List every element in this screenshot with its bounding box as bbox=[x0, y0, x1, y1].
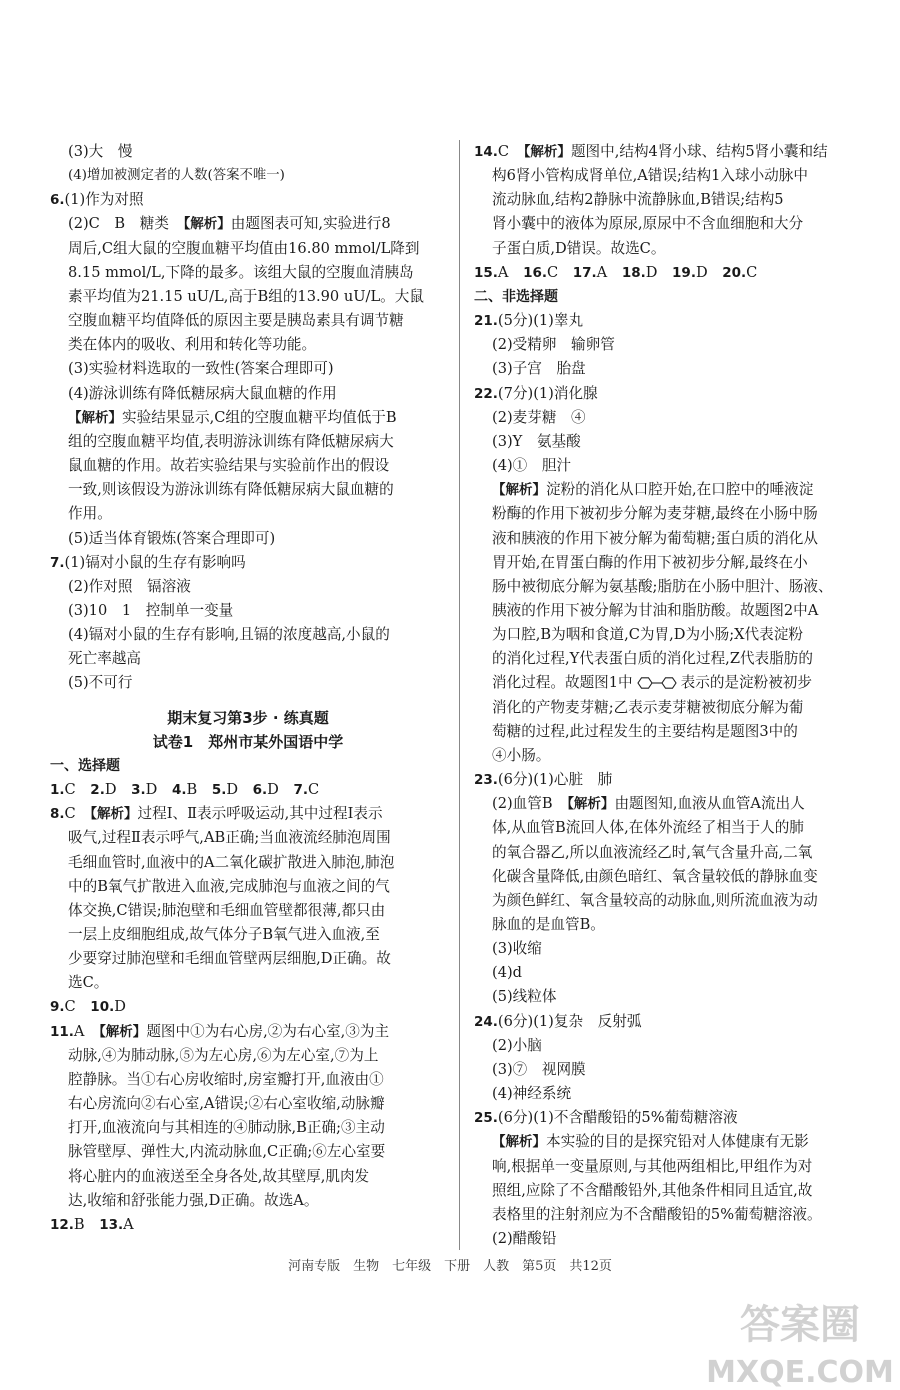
line-text: 作用。 bbox=[68, 505, 112, 523]
answer-line bbox=[474, 841, 870, 865]
answer-value: C bbox=[64, 781, 76, 799]
answer-row bbox=[50, 995, 446, 1019]
question-number: 8. bbox=[50, 806, 65, 823]
answer-row bbox=[474, 261, 870, 285]
question-number: 9. bbox=[50, 999, 65, 1016]
line-text: 死亡率越高 bbox=[68, 650, 141, 668]
line-text: (4)镉对小鼠的生存有影响,且镉的浓度越高,小鼠的 bbox=[68, 626, 390, 644]
page-footer: 河南专版 生物 七年级 下册 人教 第5页 共12页 bbox=[288, 1259, 612, 1274]
answer-line bbox=[474, 430, 870, 454]
line-text: 右心房流向②右心室,A错误;②右心室收缩,动脉瓣 bbox=[68, 1095, 385, 1113]
answer-line bbox=[474, 647, 870, 671]
line-text: 淀粉的消化从口腔开始,在口腔中的唾液淀 bbox=[546, 481, 814, 499]
line-text: (5)不可行 bbox=[68, 674, 133, 692]
answer-line bbox=[50, 478, 446, 502]
line-text: 素平均值为21.15 uU/L,高于B组的13.90 uU/L。大鼠 bbox=[68, 287, 424, 305]
line-text: 消化的产物麦芽糖;乙表示麦芽糖被彻底分解为葡 bbox=[492, 698, 804, 716]
answer-line bbox=[50, 1044, 446, 1068]
watermark-logo bbox=[700, 1290, 900, 1390]
answer-line bbox=[50, 971, 446, 995]
question-number: 19. bbox=[672, 264, 696, 281]
line-text: 8.15 mmol/L,下降的最多。该组大鼠的空腹血清胰岛 bbox=[68, 263, 414, 281]
answer-value: D bbox=[104, 781, 117, 799]
question-number: 1. bbox=[50, 782, 65, 799]
answer-line bbox=[474, 382, 870, 406]
line-text: (3)子宫 胎盘 bbox=[492, 360, 586, 378]
line-text: (2)小脑 bbox=[492, 1036, 542, 1054]
answer-line bbox=[50, 875, 446, 899]
answer-line bbox=[474, 865, 870, 889]
answer-line bbox=[50, 454, 446, 478]
question-number: 3. bbox=[131, 782, 146, 799]
line-text: (4)d bbox=[492, 964, 523, 982]
line-text: (5)适当体育锻炼(答案合理即可) bbox=[68, 529, 276, 547]
answer-line bbox=[474, 454, 870, 478]
line-text: 化碳含量降低,由颜色暗红、氧含量较低的静脉血变 bbox=[492, 867, 818, 885]
section-heading: 试卷1 郑州市某外国语中学 bbox=[152, 732, 344, 751]
answer-value: C bbox=[64, 998, 76, 1016]
question-number: 4. bbox=[171, 782, 187, 799]
answer-row bbox=[50, 778, 446, 802]
question-number: 15. bbox=[474, 264, 498, 281]
answer-line bbox=[50, 261, 446, 285]
line-text: 消化过程。故题图1中 bbox=[492, 674, 633, 692]
right-column bbox=[474, 140, 870, 1251]
line-text: (6分)(1)不含醋酸铅的5%葡萄糖溶液 bbox=[497, 1109, 738, 1127]
line-text: 由题图知,血液从血管A流出人 bbox=[614, 795, 805, 813]
answer-line bbox=[474, 478, 870, 502]
answer-line bbox=[50, 309, 446, 333]
line-text: (5分)(1)睾丸 bbox=[497, 312, 584, 330]
answer-line bbox=[474, 237, 870, 261]
line-text: 少要穿过肺泡壁和毛细血管壁两层细胞,D正确。故 bbox=[68, 950, 391, 968]
answer-line bbox=[50, 647, 446, 671]
answer-line bbox=[474, 1034, 870, 1058]
question-number: 7. bbox=[50, 554, 65, 571]
answer-line bbox=[50, 430, 446, 454]
analysis-tag: 【解析】 bbox=[90, 806, 138, 823]
answer-line bbox=[50, 285, 446, 309]
answer-value: D bbox=[114, 998, 126, 1016]
answer-value: A bbox=[596, 263, 608, 281]
answer-line bbox=[50, 551, 446, 575]
answer-line bbox=[474, 937, 870, 961]
answer-line bbox=[474, 502, 870, 526]
answer-line bbox=[50, 1116, 446, 1140]
line-text: (5)线粒体 bbox=[492, 988, 557, 1006]
answer-line bbox=[50, 802, 446, 826]
line-text: 将心脏内的血液送至全身各处,故其壁厚,肌肉发 bbox=[68, 1167, 370, 1185]
line-text: 毛细血管时,血液中的A二氧化碳扩散进入肺泡,肺泡 bbox=[68, 853, 395, 871]
answer-line bbox=[474, 961, 870, 985]
line-text: (2)醋酸铅 bbox=[492, 1230, 557, 1248]
line-text: 体,从血管B流回人体,在体外流经了相当于人的肺 bbox=[492, 819, 804, 837]
answer-line bbox=[474, 1058, 870, 1082]
question-number: 25. bbox=[474, 1110, 498, 1127]
question-number: 6. bbox=[50, 192, 65, 209]
question-number: 13. bbox=[99, 1216, 124, 1233]
question-number: 23. bbox=[474, 772, 498, 789]
line-text: 粉酶的作用下被初步分解为麦芽糖,最终在小肠中肠 bbox=[492, 505, 818, 523]
answer-line bbox=[50, 357, 446, 381]
answer-line bbox=[50, 575, 446, 599]
line-text: 子蛋白质,D错误。故选C。 bbox=[492, 239, 666, 257]
line-text: 本实验的目的是探究铅对人体健康有无影 bbox=[546, 1133, 809, 1151]
answer-line bbox=[474, 1082, 870, 1106]
answer-line bbox=[474, 889, 870, 913]
answer-line bbox=[50, 826, 446, 850]
line-text: 构6肾小管构成肾单位,A错误;结构1入球小动脉中 bbox=[492, 167, 808, 185]
question-number: 11. bbox=[50, 1023, 74, 1040]
line-text: (6分)(1)心脏 肺 bbox=[497, 771, 613, 789]
line-text: (3)实验材料选取的一致性(答案合理即可) bbox=[68, 360, 334, 378]
answer-value: A bbox=[123, 1215, 134, 1233]
question-number: 21. bbox=[474, 313, 498, 330]
line-text: 一层上皮细胞组成,故气体分子B氧气进入血液,至 bbox=[68, 926, 380, 943]
section-title: 二、非选择题 bbox=[474, 288, 558, 305]
line-text: (4)游泳训练有降低糖尿病大鼠血糖的作用 bbox=[68, 384, 337, 402]
line-text: (2)C B 糖类 bbox=[68, 215, 184, 233]
answer-line bbox=[474, 575, 870, 599]
column-divider bbox=[459, 140, 460, 1250]
question-number: 22. bbox=[474, 385, 498, 402]
line-text: 题图中,结构4肾小球、结构5肾小囊和结 bbox=[570, 143, 828, 160]
line-text: 表格里的注射剂应为不含醋酸铅的5%葡萄糖溶液。 bbox=[492, 1205, 822, 1223]
line-text: A bbox=[73, 1022, 100, 1040]
question-number: 5. bbox=[211, 782, 227, 799]
line-text: 动脉,④为肺动脉,⑤为左心房,⑥为左心室,⑦为上 bbox=[68, 1046, 379, 1064]
line-text: (3)10 1 控制单一变量 bbox=[68, 601, 234, 619]
line-text: 空腹血糖平均值降低的原因主要是胰岛素具有调节糖 bbox=[68, 312, 404, 330]
answer-line bbox=[474, 792, 870, 816]
line-text: (3)收缩 bbox=[492, 940, 542, 958]
watermark-top: 答案圈 bbox=[740, 1302, 860, 1348]
answer-line bbox=[50, 1165, 446, 1189]
line-text: C bbox=[64, 805, 91, 823]
maltose-molecule-icon bbox=[635, 676, 679, 690]
answer-value: D bbox=[645, 263, 658, 281]
line-text: 选C。 bbox=[68, 974, 109, 992]
answer-line bbox=[474, 357, 870, 381]
line-text: C bbox=[497, 143, 524, 160]
answer-line bbox=[474, 913, 870, 937]
answer-line bbox=[50, 1189, 446, 1213]
analysis-tag: 【解析】 bbox=[492, 1134, 546, 1151]
analysis-tag: 【解析】 bbox=[492, 482, 546, 499]
answer-line bbox=[474, 1203, 870, 1227]
answer-line bbox=[474, 720, 870, 744]
line-text: 脉管壁厚、弹性大,内流动脉血,C正确;⑥左心室要 bbox=[68, 1143, 386, 1161]
answer-line bbox=[474, 1130, 870, 1154]
line-text: (7分)(1)消化腺 bbox=[497, 384, 598, 402]
question-number: 16. bbox=[523, 264, 547, 281]
answer-line bbox=[50, 1020, 446, 1044]
answer-line bbox=[50, 1140, 446, 1164]
line-text: 实验结果显示,C组的空腹血糖平均值低于B bbox=[122, 408, 397, 426]
answer-line bbox=[474, 164, 870, 188]
line-text: 类在体内的吸收、利用和转化等功能。 bbox=[68, 336, 317, 354]
line-text: 的氧合器乙,所以血液流经乙时,氧气含量升高,二氧 bbox=[492, 843, 813, 861]
question-number: 24. bbox=[474, 1013, 498, 1030]
left-column bbox=[50, 140, 446, 1237]
line-text: 胃开始,在胃蛋白酶的作用下被初步分解,最终在小 bbox=[492, 553, 808, 571]
answer-line bbox=[474, 696, 870, 720]
answer-line bbox=[50, 333, 446, 357]
line-text: 由题图表可知,实验进行8 bbox=[230, 215, 391, 233]
answer-line bbox=[50, 164, 446, 188]
answer-line bbox=[474, 985, 870, 1009]
line-text: 为颜色鲜红、氧含量较高的动脉血,则所流血液为动 bbox=[492, 891, 818, 909]
analysis-tag: 【解析】 bbox=[99, 1023, 147, 1040]
answer-line bbox=[474, 1106, 870, 1130]
line-text: 鼠血糖的作用。故若实验结果与实验前作出的假设 bbox=[68, 457, 390, 475]
answer-line bbox=[50, 599, 446, 623]
line-text: 一致,则该假设为游泳训练有降低糖尿病大鼠血糖的 bbox=[68, 481, 394, 499]
section-heading: 期末复习第3步 · 练真题 bbox=[167, 708, 329, 727]
answer-line bbox=[474, 671, 870, 695]
analysis-tag: 【解析】 bbox=[523, 144, 571, 160]
line-text: (6分)(1)复杂 反射弧 bbox=[497, 1012, 642, 1030]
line-text: 体交换,C错误;肺泡壁和毛细血管壁都很薄,都只由 bbox=[68, 901, 386, 919]
answer-line bbox=[50, 502, 446, 526]
line-text: (1)镉对小鼠的生存有影响吗 bbox=[64, 553, 246, 571]
answer-row bbox=[50, 1213, 446, 1237]
line-text: 脉血的是血管B。 bbox=[492, 916, 605, 933]
line-text: 题图中①为右心房,②为右心室,③为主 bbox=[146, 1022, 390, 1040]
question-number: 12. bbox=[50, 1216, 74, 1233]
watermark-bottom: MXQE.COM bbox=[706, 1355, 894, 1390]
answer-value: D bbox=[226, 781, 239, 799]
answer-line bbox=[50, 382, 446, 406]
answer-line bbox=[474, 212, 870, 236]
answer-value: C bbox=[308, 781, 320, 799]
answer-line bbox=[50, 923, 446, 947]
answer-line bbox=[50, 947, 446, 971]
line-text: 打开,血液流向与其相连的④肺动脉,B正确;③主动 bbox=[68, 1119, 385, 1137]
question-number: 20. bbox=[722, 264, 747, 281]
answer-line bbox=[474, 1155, 870, 1179]
line-text: (4)增加被测定者的人数(答案不唯一) bbox=[68, 168, 285, 184]
answer-line bbox=[474, 1179, 870, 1203]
analysis-tag: 【解析】 bbox=[68, 409, 122, 426]
analysis-tag: 【解析】 bbox=[183, 216, 231, 233]
question-number: 14. bbox=[474, 144, 498, 160]
line-text: 流动脉血,结构2静脉中流静脉血,B错误;结构5 bbox=[492, 191, 784, 209]
question-number: 10. bbox=[90, 999, 115, 1016]
answer-line bbox=[474, 406, 870, 430]
answer-line bbox=[474, 309, 870, 333]
answer-value: A bbox=[497, 263, 509, 281]
analysis-tag: 【解析】 bbox=[567, 796, 615, 813]
line-text: (2)作对照 镉溶液 bbox=[68, 577, 191, 595]
line-text: 肠中被彻底分解为氨基酸;脂肪在小肠中胆汁、肠液、 bbox=[492, 577, 833, 595]
answer-line bbox=[474, 333, 870, 357]
line-text: 中的B氧气扩散进入血液,完成肺泡与血液之间的气 bbox=[68, 877, 390, 895]
answer-value: B bbox=[73, 1215, 85, 1233]
line-text: 吸气,过程Ⅱ表示呼气,AB正确;当血液流经肺泡周围 bbox=[68, 829, 391, 847]
answer-line bbox=[474, 768, 870, 792]
line-text: 腔静脉。当①右心房收缩时,房室瓣打开,血液由① bbox=[68, 1070, 384, 1088]
question-number: 6. bbox=[252, 782, 268, 799]
answer-line bbox=[50, 899, 446, 923]
answer-line bbox=[474, 1010, 870, 1034]
line-text: 的消化过程,Y代表蛋白质的消化过程,Z代表脂肪的 bbox=[492, 650, 813, 668]
answer-value: C bbox=[746, 263, 758, 281]
question-number: 2. bbox=[90, 782, 105, 799]
answer-value: D bbox=[267, 781, 279, 799]
question-number: 18. bbox=[621, 264, 646, 281]
answer-line bbox=[474, 140, 870, 164]
answer-line bbox=[474, 188, 870, 212]
line-text: (2)受精卵 输卵管 bbox=[492, 336, 615, 354]
question-number: 17. bbox=[572, 264, 597, 281]
line-text: (2)麦芽糖 ④ bbox=[492, 408, 586, 426]
line-text: ④小肠。 bbox=[492, 746, 551, 764]
answer-value: C bbox=[546, 263, 559, 281]
answer-line bbox=[474, 599, 870, 623]
answer-line bbox=[50, 527, 446, 551]
line-text: (4)神经系统 bbox=[492, 1085, 572, 1103]
answer-line bbox=[50, 671, 446, 695]
line-text: 胰液的作用下被分解为甘油和脂肪酸。故题图2中A bbox=[492, 601, 819, 619]
answer-line bbox=[474, 551, 870, 575]
answer-value: D bbox=[145, 781, 158, 799]
answer-line bbox=[474, 527, 870, 551]
line-text: 肾小囊中的液体为原尿,原尿中不含血细胞和大分 bbox=[492, 215, 804, 233]
line-text: (3)大 慢 bbox=[68, 143, 133, 160]
answer-line bbox=[50, 623, 446, 647]
line-text: (1)作为对照 bbox=[64, 191, 144, 209]
line-text: 液和胰液的作用下被分解为葡萄糖;蛋白质的消化从 bbox=[492, 529, 818, 547]
line-text: 照组,应除了不含醋酸铅外,其他条件相同且适宜,故 bbox=[492, 1181, 813, 1199]
answer-line bbox=[50, 851, 446, 875]
line-text: 过程Ⅰ、Ⅱ表示呼吸运动,其中过程Ⅰ表示 bbox=[137, 805, 383, 823]
line-text: (2)血管B bbox=[492, 795, 568, 813]
answer-value: B bbox=[186, 781, 198, 799]
answer-line bbox=[474, 623, 870, 647]
answer-line bbox=[50, 1068, 446, 1092]
line-text: 周后,C组大鼠的空腹血糖平均值由16.80 mmol/L降到 bbox=[68, 239, 420, 257]
question-number: 7. bbox=[293, 782, 308, 799]
answer-line bbox=[50, 212, 446, 236]
answer-line bbox=[50, 237, 446, 261]
line-text: (3)⑦ 视网膜 bbox=[492, 1060, 586, 1078]
answer-line bbox=[50, 1092, 446, 1116]
line-text: (3)Y 氨基酸 bbox=[492, 432, 581, 450]
answer-value: D bbox=[695, 263, 708, 281]
section-title: 一、选择题 bbox=[50, 757, 120, 774]
line-text: 达,收缩和舒张能力强,D正确。故选A。 bbox=[68, 1191, 319, 1209]
line-text: 为口腔,B为咽和食道,C为胃,D为小肠;X代表淀粉 bbox=[492, 626, 803, 644]
answer-line bbox=[50, 406, 446, 430]
answer-line bbox=[474, 816, 870, 840]
spacer bbox=[50, 696, 446, 706]
answer-line bbox=[474, 744, 870, 768]
line-text: 表示的是淀粉被初步 bbox=[680, 674, 812, 692]
line-text: 组的空腹血糖平均值,表明游泳训练有降低糖尿病大 bbox=[68, 432, 394, 450]
line-text: 萄糖的过程,此过程发生的主要结构是题图3中的 bbox=[492, 722, 798, 740]
answer-line bbox=[50, 140, 446, 164]
line-text: 响,根据单一变量原则,与其他两组相比,甲组作为对 bbox=[492, 1157, 813, 1175]
line-text: (4)① 胆汁 bbox=[492, 457, 572, 475]
answer-line bbox=[50, 188, 446, 212]
answer-line bbox=[474, 1227, 870, 1251]
